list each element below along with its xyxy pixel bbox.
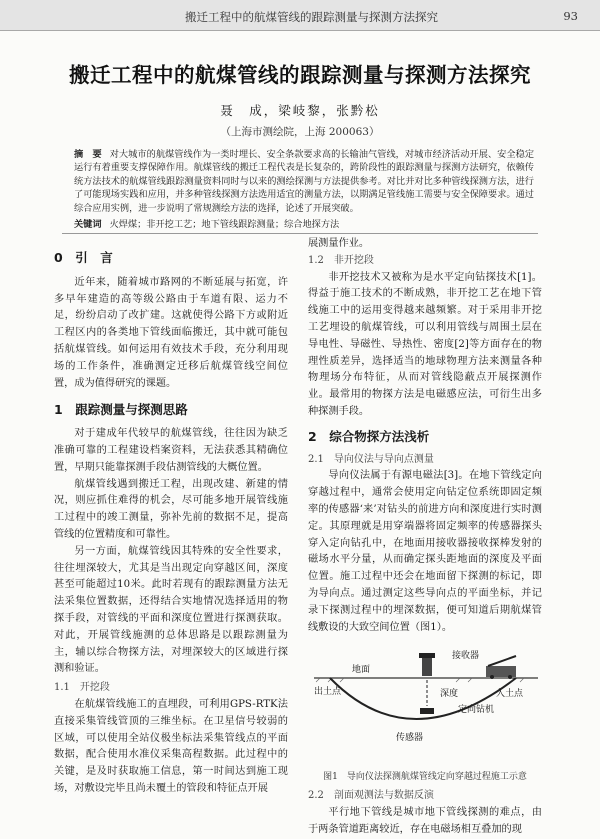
keywords-text: 火焊煤；非开挖工艺；地下管线跟踪测量；综合地探方法 xyxy=(109,219,340,230)
paragraph: 在航煤管线施工的直埋段，可利用GPS-RTK法直接采集管线管顶的三维坐标。在卫星信号较弱的区域，可以使用全站仪极坐标法采集管线点的平面数据，配合使用水准仪采集高程数据。此过程中的关键，是及时获取施工信息，第一时间达到施工现场，对敷设完毕且尚未覆土的管段和特征点开展 xyxy=(54,698,288,794)
paragraph: 导向仪法属于有源电磁法[3]。在地下管线定向穿越过程中，通常会使用定向钻定位系统即固定频率的传感器‘来’对钻头的前进方向和深度进行实时测定。其原理就是用穿端器将固定频率的传感器探头穿入定向钻孔中，在地面用接收器接收探棒发射的磁场水平分量，从而确定探头距地面的深度及平面位置。施工过程中还会在地面留下探测的标记，即为导向点。通过测定这些导向点的平面坐标，并记录下探测过程中的埋深数据，便可知道后期航煤管线敷设的大致空间位置（图1）。 xyxy=(308,470,542,633)
abstract-divider xyxy=(62,233,538,234)
paragraph: 展测量作业。 xyxy=(308,238,370,249)
authors: 聂 成，梁岐黎，张黔松 xyxy=(220,103,380,118)
left-column xyxy=(54,236,288,798)
keywords xyxy=(74,216,534,230)
paragraph: 近年来，随着城市路网的不断延展与拓宽，许多早年建造的高等级公路由于车道有限、运力不足，纷纷启动了改扩建。这就使得公路下方或附近工程区内的各类地下管线面临搬迁，其中就可能包括航煤管线。如何运用有效技术手段，充分利用现场的工作条件，准确测定迁移后航煤管线空间位置，成为值得研究的课题。 xyxy=(54,276,288,389)
paragraph: 非开挖技术又被称为是水平定向钻探技术[1]。得益于施工技术的不断成熟，非开挖工艺在地下管线施工中的运用变得越来越频繁。对于采用非开挖工艺埋设的航煤管线，可以利用管线与周围土层在导电性、导磁性、导热性、密度[2]等方面存在的物理性质差异，选择适当的地球物理方法来测量各种物理场分布特征，从而对管线隐蔽点开展探测作业。最常用的物探方法是电磁感应法，可衍生出多种探测手段。 xyxy=(308,271,542,417)
label-depth: 深度 xyxy=(440,689,459,700)
section-1-2-heading: 1.2 非开挖段 xyxy=(308,254,374,266)
section-2-1-heading: 2.1 导向仪法与导向点测量 xyxy=(308,453,434,465)
section-1-heading: 1 跟踪测量与探测思路 xyxy=(54,402,188,418)
receiver-icon xyxy=(419,653,435,676)
article-title: 搬迁工程中的航煤管线的跟踪测量与探测方法探究 xyxy=(69,63,531,87)
sensor-probe xyxy=(420,708,434,714)
running-title: 搬迁工程中的航煤管线的跟踪测量与探测方法探究 xyxy=(185,10,438,24)
label-directional-drill: 定向钻机 xyxy=(458,705,495,716)
label-receiver: 接收器 xyxy=(452,651,480,662)
page-number: 93 xyxy=(563,9,578,23)
abstract-label: 摘 要 xyxy=(74,149,102,160)
label-ground: 地面 xyxy=(352,665,371,676)
running-header xyxy=(0,0,600,31)
figure-caption: 图1 导向仪法探测航煤管线定向穿越过程施工示意 xyxy=(323,772,527,783)
paragraph: 航煤管线遇到搬迁工程，出现改建、新建的情况，则应抓住难得的机会，尽可能多地开展管线施工过程中的竣工测量，弥补先前的数据不足，提高管线的位置精度和可靠性。 xyxy=(54,478,288,540)
section-0-heading: 0 引 言 xyxy=(54,250,113,265)
abstract-text: 对大城市的航煤管线作为一类时埋长、安全条款要求高的长输油气管线，对城市经济活动开展、安全稳定运行有着重要支撑保障作用。航煤管线的搬迁工程代表是长复杂的，跨阶段性的跟踪测量与探测方法研究，依赖传统方法技术的航煤管线跟踪测量资料同时与以来的测绘探测与方法提供参考。对比并对比多种管线探测方法，进行了可能现场实践和应用，并多种管线探测方法选用适宜的测量方法，以期满足管线施工需要与安全保障要求。通过综合应用实例，进一步说明了常规测绘方法的选择，论述了开展突破。 xyxy=(74,149,535,214)
drill-rig-icon xyxy=(486,656,516,679)
paragraph: 对于建成年代较早的航煤管线，往往因为缺乏准确可靠的工程建设档案资料，无法获悉其精确位置，早期只能靠探测手段估测管线的大概位置。 xyxy=(54,428,288,473)
section-1-1-heading: 1.1 开挖段 xyxy=(54,682,110,694)
section-2-heading: 2 综合物探方法浅析 xyxy=(308,428,430,444)
drilling-diagram xyxy=(310,642,542,766)
paragraph: 平行地下管线是城市地下管线探测的难点，由于两条管道距离较近，存在电磁场相互叠加的现 xyxy=(308,807,542,835)
affiliation: （上海市测绘院，上海 200063） xyxy=(220,126,380,138)
section-2-2-heading: 2.2 剖面观测法与数据反演 xyxy=(308,790,434,802)
right-column xyxy=(308,236,542,839)
figure-1 xyxy=(308,642,542,768)
label-entry-point: 入土点 xyxy=(496,689,524,700)
label-exit-point: 出土点 xyxy=(314,687,342,698)
keywords-label: 关键词 xyxy=(74,219,102,230)
label-sensor: 传感器 xyxy=(396,733,424,744)
paragraph: 另一方面，航煤管线因其特殊的安全性要求，往往埋深较大，尤其是当出现定向穿越区间，深度甚至可能超过10米。此时若现有的跟踪测量方法无法采集位置数据，还得结合实地情况选择适用的物探手段，对管线的平面和深度位置进行探测获取。对此，开展管线施测的总体思路是以跟踪测量为主，辅以综合物探方法，对埋深较大的区域进行探测和验证。 xyxy=(54,545,288,675)
abstract xyxy=(74,148,534,215)
